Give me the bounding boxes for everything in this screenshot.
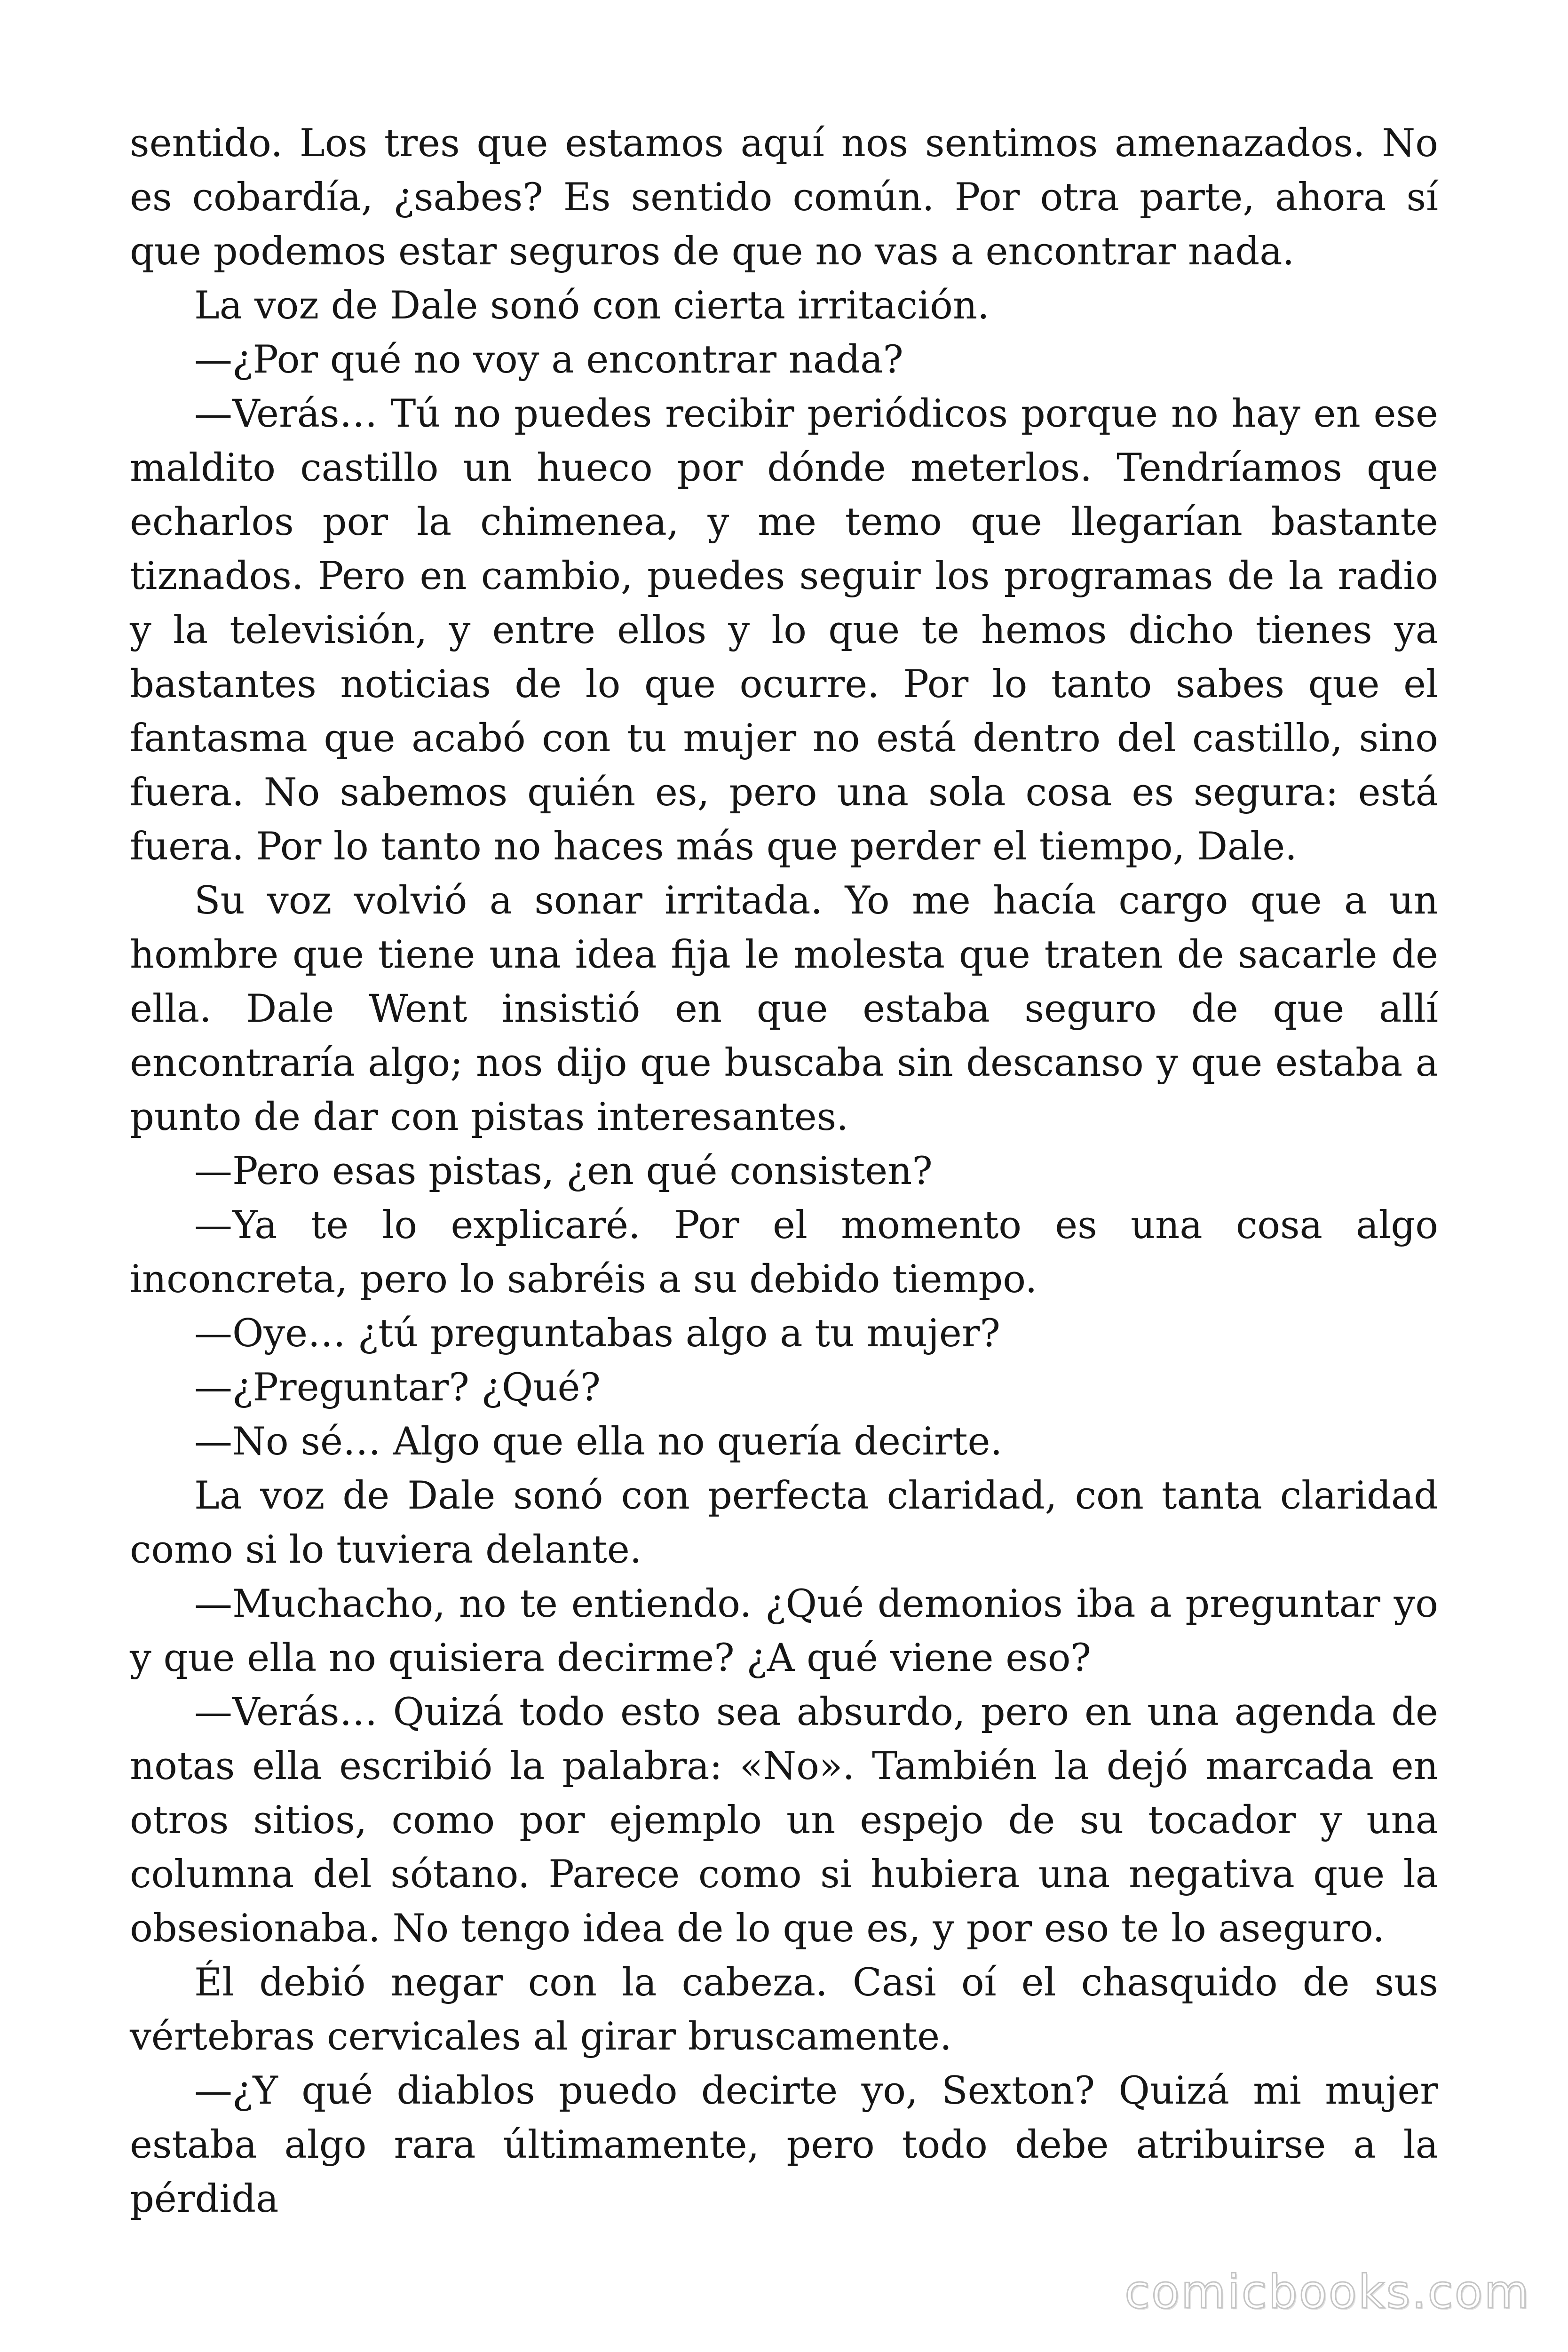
paragraph: Su voz volvió a sonar irritada. Yo me hacía cargo que a un hombre que tiene una idea fija le molesta que traten de sacarle de ella. Dale Went insistió en que estaba seguro de que allí encontraría algo; nos dijo que buscaba sin descanso y que estaba a punto de dar con pistas interesantes.: [130, 879, 1438, 1139]
site-watermark: comicbooks.com: [1125, 2265, 1530, 2319]
paragraph: —No sé… Algo que ella no quería decirte.: [194, 1420, 1003, 1464]
paragraph: —Verás… Quizá todo esto sea absurdo, pero en una agenda de notas ella escribió la palabra: «No». También la dejó marcada en otros sitios, como por ejemplo un espejo de su tocador y una columna del sótano. Parece como si hubiera una negativa que la obsesionaba. No tengo idea de lo que es, y por eso te lo aseguro.: [130, 1690, 1438, 1951]
paragraph: —¿Preguntar? ¿Qué?: [194, 1366, 601, 1410]
paragraph: sentido. Los tres que estamos aquí nos sentimos amenazados. No es cobardía, ¿sabes? Es sentido común. Por otra parte, ahora sí que podemos estar seguros de que no vas a encontrar nada.: [130, 121, 1438, 274]
paragraph: —Ya te lo explicaré. Por el momento es una cosa algo inconcreta, pero lo sabréis a su debido tiempo.: [130, 1203, 1438, 1302]
paragraph: Él debió negar con la cabeza. Casi oí el chasquido de sus vértebras cervicales al girar bruscamente.: [130, 1961, 1438, 2059]
paragraph: —Oye… ¿tú preguntabas algo a tu mujer?: [194, 1311, 1000, 1356]
paragraph: —Muchacho, no te entiendo. ¿Qué demonios iba a preguntar yo y que ella no quisiera decirme? ¿A qué viene eso?: [130, 1582, 1438, 1680]
paragraph: —Verás… Tú no puedes recibir periódicos porque no hay en ese maldito castillo un hueco por dónde meterlos. Tendríamos que echarlos por la chimenea, y me temo que llegarían bastante tiznados. Pero en cambio, puedes seguir los programas de la radio y la televisión, y entre ellos y lo que te hemos dicho tienes ya bastantes noticias de lo que ocurre. Por lo tanto sabes que el fantasma que acabó con tu mujer no está dentro del castillo, sino fuera. No sabemos quién es, pero una sola cosa es segura: está fuera. Por lo tanto no haces más que perder el tiempo, Dale.: [130, 392, 1438, 869]
paragraph: La voz de Dale sonó con perfecta claridad, con tanta claridad como si lo tuviera delante.: [130, 1474, 1438, 1572]
paragraph: —¿Por qué no voy a encontrar nada?: [194, 338, 903, 382]
paragraph: —Pero esas pistas, ¿en qué consisten?: [194, 1149, 933, 1193]
paragraph: —¿Y qué diablos puedo decirte yo, Sexton? Quizá mi mujer estaba algo rara últimamente, pero todo debe atribuirse a la pérdida: [130, 2069, 1438, 2221]
paragraph: La voz de Dale sonó con cierta irritación.: [194, 284, 990, 328]
book-page-text: [130, 117, 1438, 2221]
